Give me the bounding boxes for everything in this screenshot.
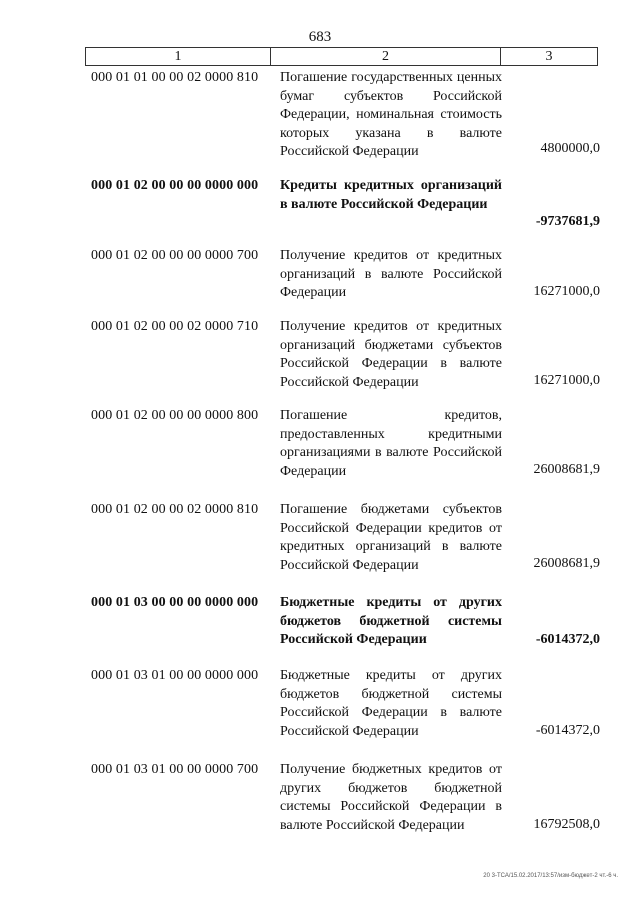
row-amount: -9737681,9 — [535, 214, 600, 229]
row-description: Погашение бюджетами субъектов Российской Федерации кредитов от кредитных организаций в валюте Российской Федерации — [280, 502, 502, 573]
row-code: 000 01 02 00 00 02 0000 810 — [91, 502, 259, 517]
row-description: Получение бюджетных кредитов от других бюджетов бюджетной системы Российской Федерации в валюте Российской Федерации — [280, 762, 502, 833]
row-amount: 26008681,9 — [533, 556, 600, 571]
row-amount: 26008681,9 — [533, 462, 600, 477]
column-header-3: 3 — [501, 48, 598, 66]
row-description: Получение кредитов от кредитных организаций в валюте Российской Федерации — [280, 248, 502, 300]
row-code: 000 01 01 00 00 02 0000 810 — [91, 70, 259, 85]
row-description: Погашение государственных ценных бумаг субъектов Российской Федерации, номинальная стоимость которых указана в валюте Российской Федерации — [280, 70, 502, 159]
row-amount: 16271000,0 — [533, 373, 600, 388]
row-amount: 16792508,0 — [533, 817, 600, 832]
row-code: 000 01 03 01 00 00 0000 000 — [91, 668, 259, 683]
row-amount: -6014372,0 — [535, 632, 600, 647]
row-code: 000 01 03 00 00 00 0000 000 — [91, 595, 259, 610]
page-number: 683 — [308, 29, 332, 45]
row-description: Погашение кредитов, предоставленных кредитными организациями в валюте Российской Федерации — [280, 408, 502, 479]
column-header-2: 2 — [271, 48, 501, 66]
row-description: Бюджетные кредиты от других бюджетов бюджетной системы Российской Федерации — [280, 595, 502, 647]
row-amount: 4800000,0 — [540, 141, 600, 156]
footer-stamp: 20 3-ТСА/15.02.2017/13:57/изм-бюджет-2 чт.-6 ч. — [483, 873, 618, 879]
row-description: Бюджетные кредиты от других бюджетов бюджетной системы Российской Федерации в валюте Российской Федерации — [280, 668, 502, 739]
row-code: 000 01 02 00 00 02 0000 710 — [91, 319, 259, 334]
row-amount: -6014372,0 — [535, 723, 600, 738]
row-amount: 16271000,0 — [533, 284, 600, 299]
column-header-1: 1 — [86, 48, 271, 66]
row-code: 000 01 02 00 00 00 0000 700 — [91, 248, 259, 263]
row-code: 000 01 03 01 00 00 0000 700 — [91, 762, 259, 777]
row-code: 000 01 02 00 00 00 0000 800 — [91, 408, 259, 423]
row-description: Получение кредитов от кредитных организаций бюджетами субъектов Российской Федерации в валюте Российской Федерации — [280, 319, 502, 390]
row-code: 000 01 02 00 00 00 0000 000 — [91, 178, 259, 193]
row-description: Кредиты кредитных организаций в валюте Российской Федерации — [280, 178, 502, 212]
column-header-table — [85, 47, 598, 66]
